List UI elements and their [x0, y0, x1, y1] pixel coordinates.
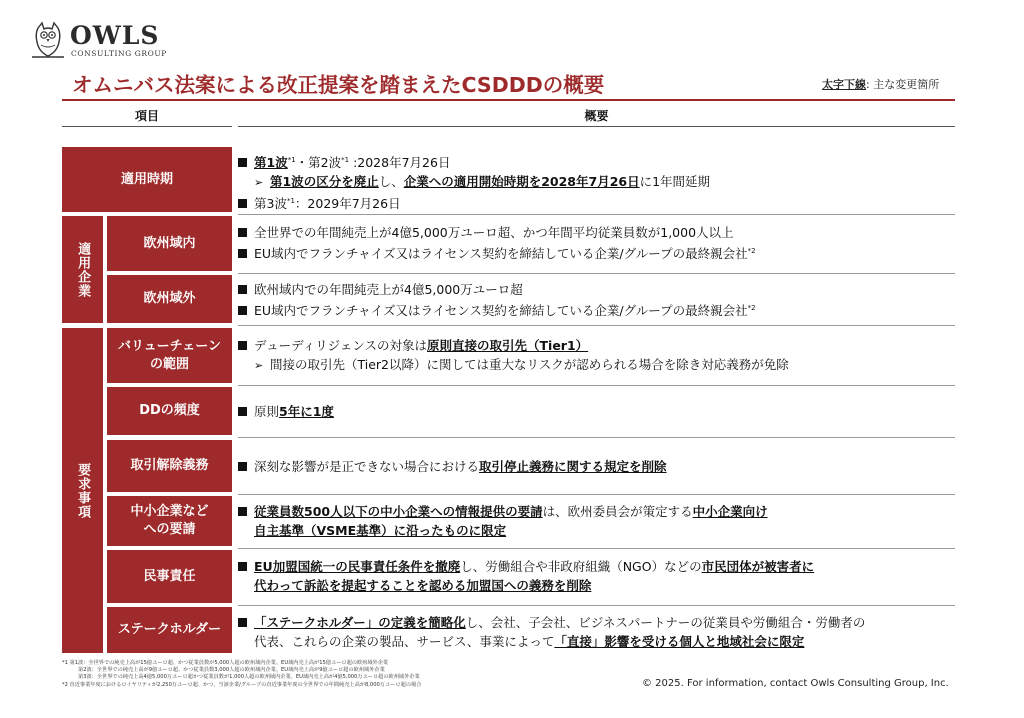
bullet-square-icon: [238, 341, 247, 350]
text: 5年に1度: [279, 404, 334, 419]
stakeholder-content: [238, 613, 865, 651]
text: は、欧州委員会が策定する: [542, 504, 693, 519]
row-label-termination: 取引解除義務: [107, 440, 232, 492]
text: デューディリジェンスの対象は: [254, 338, 428, 353]
value-chain-label-line2: の範囲: [149, 356, 189, 372]
row-divider: [238, 494, 955, 495]
text: ・第2波: [295, 155, 342, 170]
bullet-square-icon: [238, 285, 247, 294]
header-item: 項目: [134, 109, 159, 123]
stakeholder-line2: [238, 632, 865, 651]
header-rule-right: [238, 126, 955, 127]
row-label-eu-outside: 欧州域外: [107, 275, 232, 323]
bullet-square-icon: [238, 562, 247, 571]
sme-label-line2: への要請: [143, 522, 196, 537]
text: 市民団体が被害者に: [701, 559, 815, 574]
row-divider: [238, 548, 955, 549]
text: 「直接」影響を受ける個人と地域社会に限定: [554, 634, 805, 649]
header-rule-left: [62, 126, 232, 127]
row-label-stakeholder: ステークホルダー: [107, 607, 232, 653]
timing-line1: [238, 151, 710, 172]
header-summary: 概要: [584, 109, 609, 123]
category-requirements-text: 要求事項: [75, 462, 91, 519]
category-requirements: [62, 328, 103, 653]
text: 従業員数500人以下の中小企業への情報提供の要請: [254, 504, 543, 519]
row-label-eu-inside: 欧州域内: [107, 216, 232, 271]
text: EU域内でフランチャイズ又はライセンス契約を締結している企業/グループの最終親会社: [254, 246, 748, 261]
value-chain-content: [238, 336, 789, 375]
stakeholder-line1: [238, 613, 865, 632]
footnote-ref: *2: [747, 247, 756, 255]
text: 自主基準（VSME基準）に沿ったものに限定: [254, 523, 507, 538]
legend-underline-label: 太字下線: [822, 78, 866, 91]
row-divider: [238, 325, 955, 326]
row-divider: [238, 605, 955, 606]
text: 「ステークホルダー」の定義を簡略化: [254, 615, 466, 630]
legend: [822, 76, 939, 92]
value-chain-label-line1: バリューチェーン: [118, 338, 221, 354]
eu-outside-line2: [238, 299, 756, 320]
footnote-ref: *2: [747, 304, 756, 312]
sme-line2: [238, 521, 768, 540]
eu-outside-line1: [238, 280, 756, 299]
logo-name: OWLS: [70, 21, 160, 50]
bullet-square-icon: [238, 158, 247, 167]
row-label-dd-frequency: DDの頻度: [107, 387, 232, 435]
row-divider: [238, 273, 955, 274]
value-chain-line2: [238, 355, 789, 375]
text: 中小企業向け: [692, 504, 768, 519]
text: し、: [378, 174, 404, 189]
row-divider: [238, 437, 955, 438]
text: EU域内でフランチャイズ又はライセンス契約を締結している企業/グループの最終親会社: [254, 303, 748, 318]
text: ：2029年7月26日: [294, 196, 401, 211]
sme-content: [238, 502, 768, 540]
bullet-square-icon: [238, 407, 247, 416]
copyright: © 2025. For information, contact Owls Consulting Group, Inc.: [642, 678, 949, 689]
row-divider: [238, 385, 955, 386]
text: 取引停止義務に関する規定を削除: [479, 459, 667, 474]
text: 原則: [254, 404, 280, 419]
legend-text: : 主な変更箇所: [866, 78, 940, 91]
footnote-ref: *1: [341, 156, 350, 164]
footnote: 第3波：全世界での純売上高4億5,000万ユーロ超かつ従業員数が1,000人超の欧州域内企業、EU域内売上高が4億5,000万ユーロ超の欧州域外企業: [78, 674, 420, 681]
text: 第3波: [254, 196, 287, 211]
footnote: 第2波：全世界での純売上高が9億ユーロ超、かつ従業員数3,000人超の欧州域内企業、EU域内売上高が9億ユーロ超の欧州域外企業: [78, 667, 385, 674]
page-title: オムニバス法案による改正提案を踏まえたCSDDDの概要: [72, 73, 605, 97]
footnotes: [62, 660, 421, 689]
title-rule: [62, 99, 955, 101]
timing-line2: [238, 172, 710, 192]
row-label-value-chain: [107, 328, 232, 383]
eu-inside-content: [238, 223, 756, 263]
text: :2028年7月26日: [349, 155, 451, 170]
footnote: *1 第1波：全世界での純売上高が15億ユーロ超、かつ従業員数が5,000人超の欧州域内企業、EU域内売上高が15億ユーロ超の欧州域外企業: [62, 660, 389, 666]
termination-line1: [238, 457, 667, 476]
text: 全世界での年間純売上が4億5,000万ユーロ超、かつ年間平均従業員数が1,000人以上: [254, 225, 734, 240]
row-label-sme: [107, 496, 232, 546]
arrow-bullet-icon: ➢: [254, 359, 264, 372]
footnote-ref: *1: [286, 197, 295, 205]
row-divider: [238, 214, 955, 215]
text: 代わって訴訟を提起することを認める加盟国への義務を削除: [254, 578, 592, 593]
row-label-timing: 適用時期: [62, 147, 232, 212]
dd-frequency-content: [238, 402, 334, 421]
timing-line3: [238, 192, 710, 213]
row-label-civil: 民事責任: [107, 550, 232, 603]
bullet-square-icon: [238, 618, 247, 627]
dd-frequency-line1: [238, 402, 334, 421]
footnote-ref: *1: [287, 156, 296, 164]
eu-inside-line2: [238, 242, 756, 263]
text: 深刻な影響が是正できない場合における: [254, 459, 480, 474]
civil-line2: [238, 576, 814, 595]
text: 第1波: [254, 155, 288, 170]
bullet-square-icon: [238, 199, 247, 208]
civil-line1: [238, 557, 814, 576]
eu-inside-line1: [238, 223, 756, 242]
eu-outside-content: [238, 280, 756, 320]
bullet-square-icon: [238, 306, 247, 315]
text: 欧州域内での年間純売上が4億5,000万ユーロ超: [254, 282, 523, 297]
bullet-square-icon: [238, 228, 247, 237]
text: し、労働組合や非政府組織（NGO）などの: [460, 559, 702, 574]
text: 企業への適用開始時期を2028年7月26日: [403, 174, 640, 189]
text: 原則直接の取引先（Tier1）: [427, 338, 589, 353]
civil-content: [238, 557, 814, 595]
footnote: *2 直近事業年度におけるロイヤリティが2,250万ユーロ超、かつ、当該企業/グループの直近事業年度の全世界での年間純売上高が8,000万ユーロ超の場合: [62, 681, 422, 688]
sme-line1: [238, 502, 768, 521]
termination-content: [238, 457, 667, 476]
logo-subtitle: CONSULTING GROUP: [71, 49, 167, 58]
timing-content: [238, 151, 710, 213]
bullet-square-icon: [238, 249, 247, 258]
text: 代表、これらの企業の製品、サービス、事業によって: [254, 634, 555, 649]
arrow-bullet-icon: ➢: [254, 176, 264, 189]
text: 間接の取引先（Tier2以降）に関しては重大なリスクが認められる場合を除き対応義務が免除: [270, 357, 789, 372]
text: に1年間延期: [639, 174, 711, 189]
bullet-square-icon: [238, 507, 247, 516]
value-chain-line1: [238, 336, 789, 355]
text: し、会社、子会社、ビジネスパートナーの従業員や労働組合・労働者の: [465, 615, 866, 630]
owl-logo-icon: [28, 20, 68, 60]
bullet-square-icon: [238, 462, 247, 471]
text: 第1波の区分を廃止: [270, 174, 379, 189]
category-applicable: [62, 216, 103, 323]
text: EU加盟国統一の民事責任条件を撤廃: [254, 559, 461, 574]
sme-label-line1: 中小企業など: [130, 504, 209, 520]
category-applicable-text: 適用企業: [75, 241, 91, 298]
